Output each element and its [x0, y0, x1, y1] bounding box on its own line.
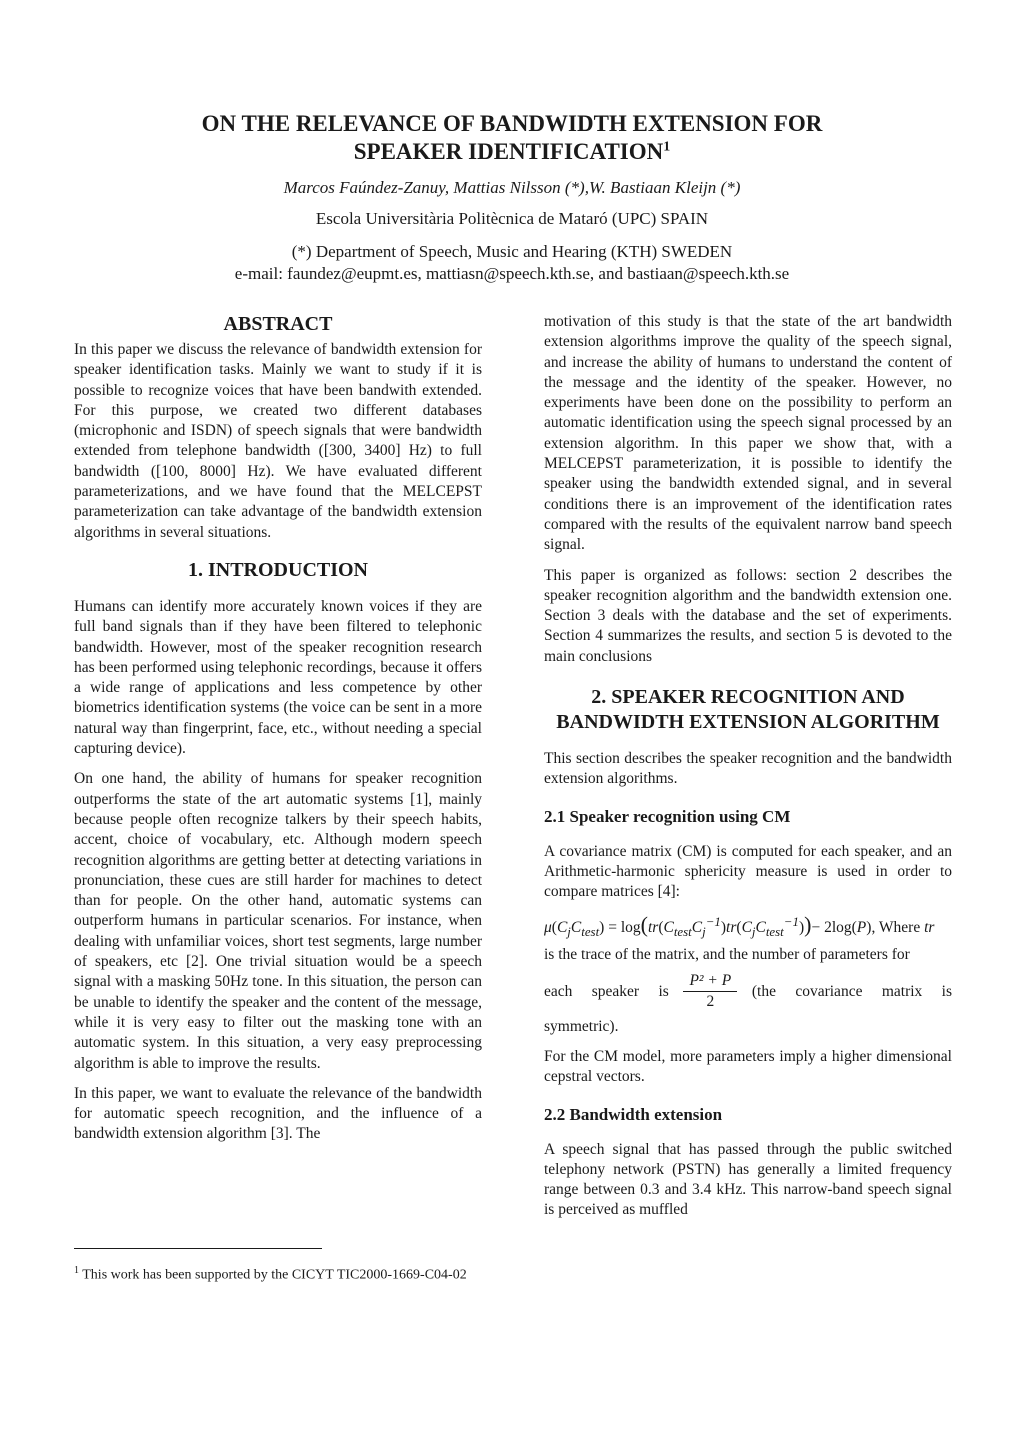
- parameter-count-prefix: each speaker is: [544, 982, 669, 1000]
- equation-tr: tr: [924, 918, 935, 936]
- fraction-denominator: 2: [706, 993, 715, 1011]
- section-2-heading-line-1: 2. SPEAKER RECOGNITION AND: [591, 686, 905, 709]
- subsection-2-1-paragraph-1: A covariance matrix (CM) is computed for each speaker, and an Arithmetic-harmonic sphericity measure is used in order to compare matrices [4]:: [544, 842, 952, 901]
- left-column: [74, 312, 482, 1145]
- footnote-text: This work has been supported by the CICYT TIC2000-1669-C04-02: [82, 1267, 467, 1283]
- author-list: Marcos Faúndez-Zanuy, Mattias Nilsson (*),W. Bastiaan Kleijn (*): [283, 178, 741, 197]
- intro-paragraph-3: In this paper, we want to evaluate the relevance of the bandwidth for automatic speech recognition, and the influence of a bandwidth extension algorithm [3]. The: [74, 1084, 482, 1143]
- footnote-mark: 1: [74, 1265, 79, 1276]
- title-footnote-mark: 1: [663, 139, 671, 155]
- title-text: SPEAKER IDENTIFICATION: [353, 139, 664, 164]
- equation-where: , Where: [871, 918, 921, 936]
- section-2-heading-line-2: BANDWIDTH EXTENSION ALGORITHM: [556, 711, 940, 734]
- introduction-heading: 1. INTRODUCTION: [187, 558, 369, 581]
- abstract-heading: ABSTRACT: [223, 313, 333, 335]
- parameter-count-line: [544, 971, 952, 1013]
- paper-title-line-1: ON THE RELEVANCE OF BANDWIDTH EXTENSION FOR: [201, 111, 823, 136]
- subsection-2-1-heading: 2.1 Speaker recognition using CM: [544, 806, 791, 826]
- affiliation-upc: Escola Universitària Politècnica de Mataró (UPC) SPAIN: [315, 209, 709, 228]
- affiliation-kth: (*) Department of Speech, Music and Hearing (KTH) SWEDEN: [291, 242, 733, 261]
- right-column: [544, 312, 952, 1221]
- abstract-text: In this paper we discuss the relevance of bandwidth extension for speaker identification tasks. Mainly we want to study if it is possible to recognize voices that have been bandwith extended. For this purpose, we created two different databases (microphonic and ISDN) of speech signals that were bandwidth extended from telephone bandwidth ([300, 3400] Hz) to full bandwidth ([100, 8000] Hz). We have evaluated different parameterizations, and we have found that the MELCEPST parameterization can take advantage of the bandwidth extension algorithms in several situations.: [74, 341, 482, 541]
- section-2-intro: This section describes the speaker recognition and the bandwidth extension algorithms.: [544, 750, 952, 788]
- footnote: [74, 1262, 467, 1285]
- subsection-2-1-paragraph-2: For the CM model, more parameters imply a higher dimensional cepstral vectors.: [544, 1047, 952, 1086]
- equation-explanation: is the trace of the matrix, and the number of parameters for: [544, 945, 910, 963]
- parameter-count-fraction: [683, 971, 737, 1013]
- parameter-count-end: symmetric).: [544, 1017, 619, 1035]
- footnote-divider: [74, 1248, 322, 1249]
- intro-paragraph-2: On one hand, the ability of humans for speaker recognition outperforms the state of the art automatic systems [1], mainly because people often recognize talkers by their speech habits, accent, choice of vocabulary, etc. Although modern speech recognition algorithms are getting better at detecting variations in pronunciation, these cues are still harder for machines to detect than for people. On the other hand, automatic systems can outperform humans in particular scenarios. For instance, when dealing with unfamiliar voices, short test segments, large number of speakers, etc [2]. One trivial situation would be a speech signal with a masking 50Hz tone. In this situation, the person can be unable to identify the speaker and the content of the message, while it is very easy to filter out the masking tone with an automatic system. In this situation, a very easy preprocessing algorithm is able to improve the results.: [74, 770, 482, 1072]
- intro-paragraph-1: Humans can identify more accurately known voices if they are full band signals than if they have been filtered to telephonic bandwidth. However, most of the speaker recognition research has been performed using telephonic recordings, because it offers a wide range of applications and less competence by other biometrics identification systems (the voice can be sent in a more natural way than fingerprint, face, etc., without needing a special capturing device).: [74, 597, 482, 758]
- equation-body: $\mu(C_jC_{test}) = \log(tr(C_{test}C_j^{-1})tr(C_jC_{test}^{-1}))- 2\log(P)$: [544, 911, 872, 939]
- intro-paragraph-4: motivation of this study is that the state of the art bandwidth extension algorithms improve the quality of the speech signal, and increase the ability of humans to understand the content of the message and the identity of the speaker. However, no experiments have been done on the possibility to perform an automatic identification using the speech signal processed by an extension algorithm. In this paper we show that, with a MELCEPST parameterization, it is possible to identify the speaker using the bandwidth extended signal, and in several conditions there is an improvement of the identification rates compared with the results of the equivalent narrow band speech signal.: [544, 313, 952, 554]
- email-line: e-mail: faundez@eupmt.es, mattiasn@speech.kth.se, and bastiaan@speech.kth.se: [234, 264, 790, 283]
- fraction-numerator: P² + P: [683, 971, 737, 992]
- subsection-2-2-heading: 2.2 Bandwidth extension: [544, 1104, 723, 1124]
- parameter-count-suffix: (the covariance matrix is: [751, 982, 952, 1000]
- paper-title-line-2: [0, 138, 1024, 166]
- intro-paragraph-5: This paper is organized as follows: section 2 describes the speaker recognition algorithm and the bandwidth extension one. Section 3 deals with the database and the set of experiments. Section 4 summarizes the results, and section 5 is devoted to the main conclusions: [544, 566, 952, 665]
- sphericity-equation: [544, 911, 952, 943]
- subsection-2-2-paragraph-1: A speech signal that has passed through the public switched telephony network (PSTN) has generally a limited frequency range between 0.3 and 3.4 kHz. This narrow-band speech signal is perceived as muffled: [544, 1140, 952, 1219]
